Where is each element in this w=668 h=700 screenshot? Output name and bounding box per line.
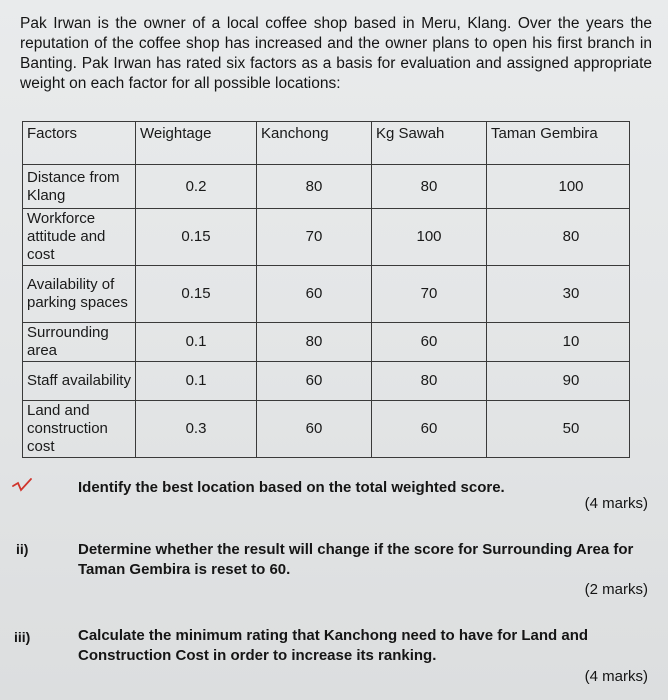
red-check-mark-icon — [12, 478, 32, 492]
question-2-number: ii) — [16, 541, 29, 557]
factor-cell: Distance from Klang — [23, 165, 136, 209]
kg-sawah-cell: 70 — [372, 266, 487, 323]
taman-gembira-cell: 80 — [487, 209, 630, 266]
question-3-marks: (4 marks) — [584, 668, 648, 685]
weight-cell: 0.15 — [136, 266, 257, 323]
weight-cell: 0.1 — [136, 323, 257, 362]
kg-sawah-cell: 100 — [372, 209, 487, 266]
factor-cell: Workforce attitude and cost — [23, 209, 136, 266]
table-row — [23, 362, 630, 401]
table-row — [23, 209, 630, 266]
weight-cell: 0.1 — [136, 362, 257, 401]
table-row — [23, 323, 630, 362]
factor-cell: Surrounding area — [23, 323, 136, 362]
factors-table — [22, 121, 630, 458]
kanchong-cell: 60 — [257, 401, 372, 458]
table-row — [23, 266, 630, 323]
header-taman-gembira: Taman Gembira — [487, 122, 630, 165]
kg-sawah-cell: 60 — [372, 323, 487, 362]
table-row — [23, 165, 630, 209]
factor-cell: Land and construction cost — [23, 401, 136, 458]
taman-gembira-cell: 90 — [487, 362, 630, 401]
taman-gembira-cell: 50 — [487, 401, 630, 458]
header-kg-sawah: Kg Sawah — [372, 122, 487, 165]
factor-cell: Availability of parking spaces — [23, 266, 136, 323]
kg-sawah-cell: 80 — [372, 165, 487, 209]
kg-sawah-cell: 60 — [372, 401, 487, 458]
kg-sawah-cell: 80 — [372, 362, 487, 401]
problem-intro: Pak Irwan is the owner of a local coffee shop based in Meru, Klang. Over the years the reputation of the coffee shop has increased and the owner plans to open his first branch in Banting. Pak Irwan has rated six factors as a basis for evaluation and assigned appropriate weight on each factor for all possible locations: — [20, 15, 652, 92]
question-3-text: Calculate the minimum rating that Kanchong need to have for Land and Construction Cost in order to increase its ranking. — [78, 627, 589, 664]
weight-cell: 0.15 — [136, 209, 257, 266]
taman-gembira-cell: 100 — [487, 165, 630, 209]
header-weightage: Weightage — [136, 122, 257, 165]
question-3-number: iii) — [14, 629, 31, 645]
kanchong-cell: 80 — [257, 165, 372, 209]
question-1-text: Identify the best location based on the total weighted score. — [78, 479, 505, 496]
taman-gembira-cell: 10 — [487, 323, 630, 362]
question-2-text: Determine whether the result will change if the score for Surrounding Area for Taman Gembira is reset to 60. — [78, 541, 634, 578]
kanchong-cell: 80 — [257, 323, 372, 362]
header-factors: Factors — [23, 122, 136, 165]
taman-gembira-cell: 30 — [487, 266, 630, 323]
kanchong-cell: 60 — [257, 362, 372, 401]
header-kanchong: Kanchong — [257, 122, 372, 165]
table-row — [23, 401, 630, 458]
table-header-row — [23, 122, 630, 165]
question-1-marks: (4 marks) — [584, 495, 648, 512]
weight-cell: 0.3 — [136, 401, 257, 458]
factor-cell: Staff availability — [23, 362, 136, 401]
kanchong-cell: 60 — [257, 266, 372, 323]
weight-cell: 0.2 — [136, 165, 257, 209]
kanchong-cell: 70 — [257, 209, 372, 266]
question-2-marks: (2 marks) — [584, 581, 648, 598]
